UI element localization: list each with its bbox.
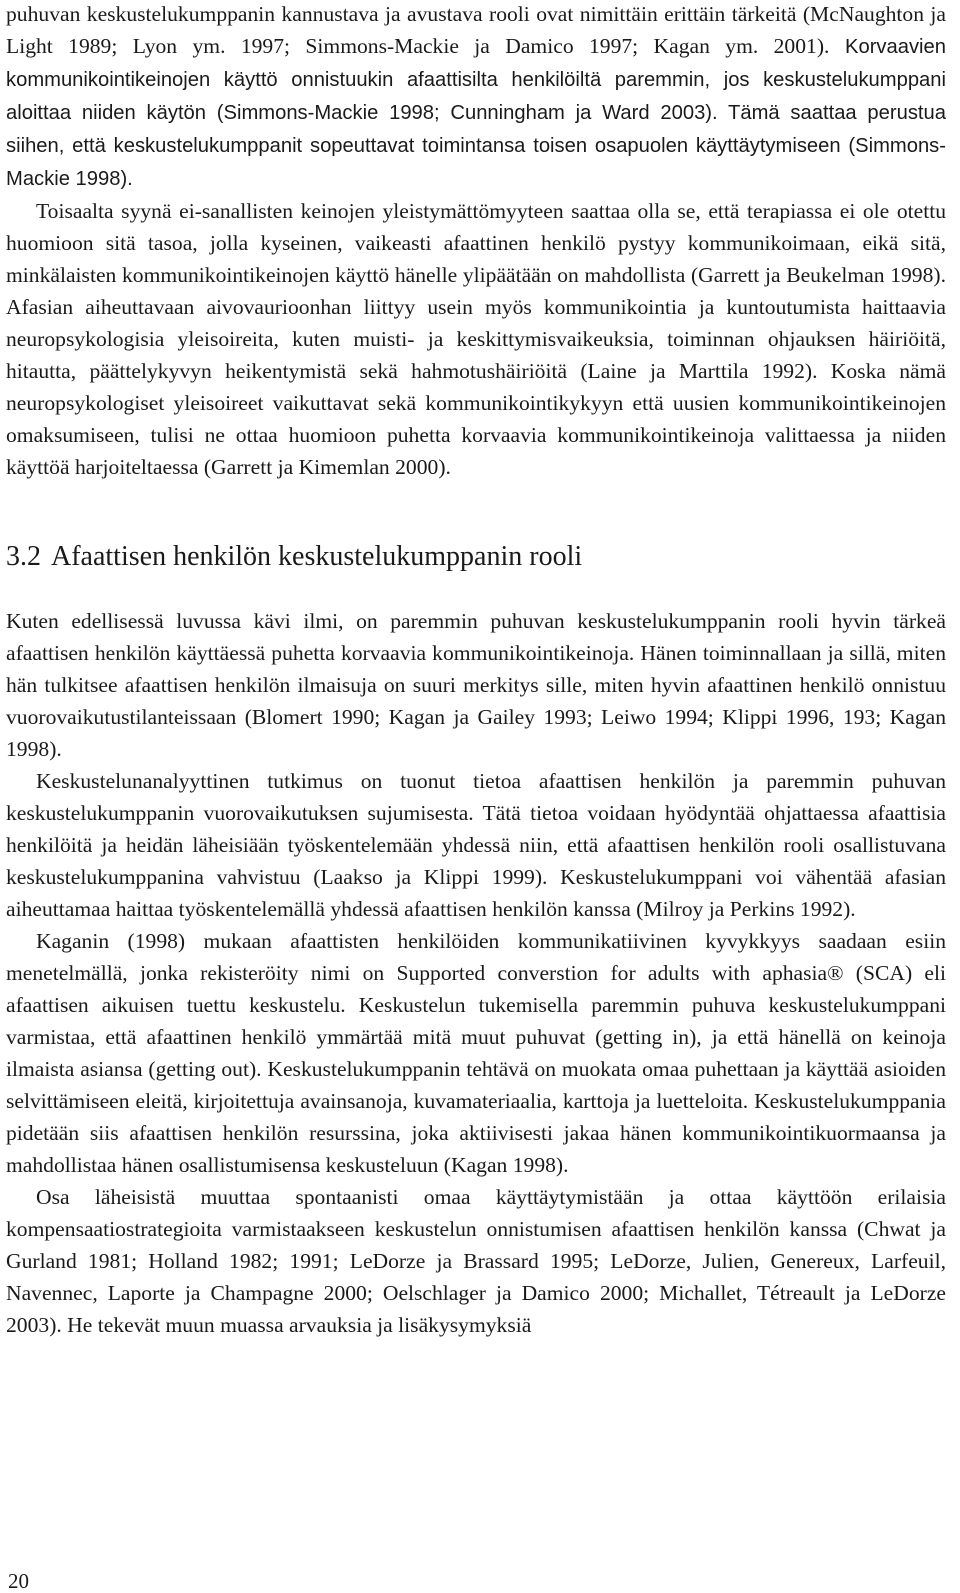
paragraph-nonverbal-means: Toisaalta syynä ei-sanallisten keinojen yleistymättömyyteen saattaa olla se, että terapiassa ei ole otettu huomioon sitä tasoa, jolla kyseinen, vaikeasti afaattinen henkilö pystyy kommunikoimaan, eikä sitä, minkälaisten kommunikointikeinojen käyttö hänelle ylipäätään on mahdollista (Garrett ja Beukelman 1998). Afasian aiheuttavaan aivovaurioonhan liittyy usein myös kommunikointia ja kuntoutumista haittaavia neuropsykologisia yleisoireita, kuten muisti- ja keskittymisvaikeuksia, toiminnan ohjauksen häiriöitä, hitautta, päättelykyvyn heikentymistä sekä hahmotushäiriöitä (Laine ja Marttila 1992). Koska nämä neuropsykologiset yleisoireet vaikuttavat sekä kommunikointikykyyn että uusien kommunikointikeinojen omaksumiseen, tulisi ne ottaa huomioon puhetta korvaavia kommunikointikeinoja valittaessa ja niiden käyttöä harjoiteltaessa (Garrett ja Kimemlan 2000). bbox=[6, 199, 946, 479]
section-title: Afaattisen henkilön keskustelukumppanin rooli bbox=[51, 541, 583, 572]
paragraph-continued-sans: Korvaavien kommunikointikeinojen käyttö onnistuukin afaattisilta henkilöiltä paremmin, jos keskustelukumppani aloittaa niiden käytön (Simmons-Mackie 1998; Cunningham ja Ward 2003). Tämä saattaa perustua siihen, että keskustelukumppanit sopeuttavat toimintansa toisen osapuolen käyttäytymiseen (Simmons-Mackie 1998). bbox=[6, 36, 946, 190]
section-heading-text bbox=[6, 539, 946, 575]
paragraph-partner-role: Kuten edellisessä luvussa kävi ilmi, on paremmin puhuvan keskustelukumppanin rooli hyvin tärkeä afaattisen henkilön käyttäessä puhetta korvaavia kommunikointikeinoja. Hänen toiminnallaan ja sillä, miten hän tulkitsee afaattisen henkilön ilmaisuja on suuri merkitys sille, miten hyvin afaattinen henkilö onnistuu vuorovaikutustilanteissaan (Blomert 1990; Kagan ja Gailey 1993; Leiwo 1994; Klippi 1996, 193; Kagan 1998). bbox=[6, 609, 946, 761]
section-number: 3.2 bbox=[6, 541, 41, 572]
paragraph-continued bbox=[6, 0, 946, 195]
page-number: 20 bbox=[8, 1569, 29, 1593]
paragraph-kagan-sca: Kaganin (1998) mukaan afaattisten henkilöiden kommunikatiivinen kyvykkyys saadaan esiin menetelmällä, jonka rekisteröity nimi on Supported converstion for adults with aphasia® (SCA) eli afaattisen aikuisen tuettu keskustelu. Keskustelun tukemisella paremmin puhuva keskustelukumppani varmistaa, että afaattinen henkilö ymmärtää mitä muut puhuvat (getting in), ja että hänellä on keinoja ilmaista asiansa (getting out). Keskustelukumppanin tehtävä on muokata omaa puhettaan ja käyttää asioiden selvittämiseen eleitä, kirjoitettuja avainsanoja, kuvamateriaalia, karttoja ja luetteloita. Keskustelukumppania pidetään siis afaattisen henkilön resurssina, joka aktiivisesti jakaa hänen kommunikointikuormaansa ja mahdollistaa hänen osallistumisensa keskusteluun (Kagan 1998). bbox=[6, 929, 946, 1177]
paragraph-compensation-strategies: Osa läheisistä muuttaa spontaanisti omaa käyttäytymistään ja ottaa käyttöön erilaisia kompensaatiostrategioita varmistaakseen keskustelun onnistumisen afaattisen henkilön kanssa (Chwat ja Gurland 1981; Holland 1982; 1991; LeDorze ja Brassard 1995; LeDorze, Julien, Genereux, Larfeuil, Navennec, Laporte ja Champagne 2000; Oelschlager ja Damico 2000; Michallet, Tétreault ja LeDorze 2003). He tekevät muun muassa arvauksia ja lisäkysymyksiä bbox=[6, 1185, 946, 1337]
paragraph-conversation-analysis: Keskustelunanalyyttinen tutkimus on tuonut tietoa afaattisen henkilön ja paremmin puhuvan keskustelukumppanin vuorovaikutuksen sujumisesta. Tätä tietoa voidaan hyödyntää ohjattaessa afaattisia henkilöitä ja heidän läheisiään työskentelemään yhdessä niin, että afaattisen henkilön rooli osallistuvana keskustelukumppanina vahvistuu (Laakso ja Klippi 1999). Keskustelukumppani voi vähentää afasian aiheuttamaa haittaa työskentelemällä yhdessä afaattisen henkilön kanssa (Milroy ja Perkins 1992). bbox=[6, 769, 946, 921]
section-heading bbox=[6, 539, 946, 575]
paragraph-continued-serif: puhuvan keskustelukumppanin kannustava ja avustava rooli ovat nimittäin erittäin tärkeitä (McNaughton ja Light 1989; Lyon ym. 1997; Simmons-Mackie ja Damico 1997; Kagan ym. 2001). bbox=[6, 2, 946, 58]
document-page bbox=[6, 0, 946, 1341]
